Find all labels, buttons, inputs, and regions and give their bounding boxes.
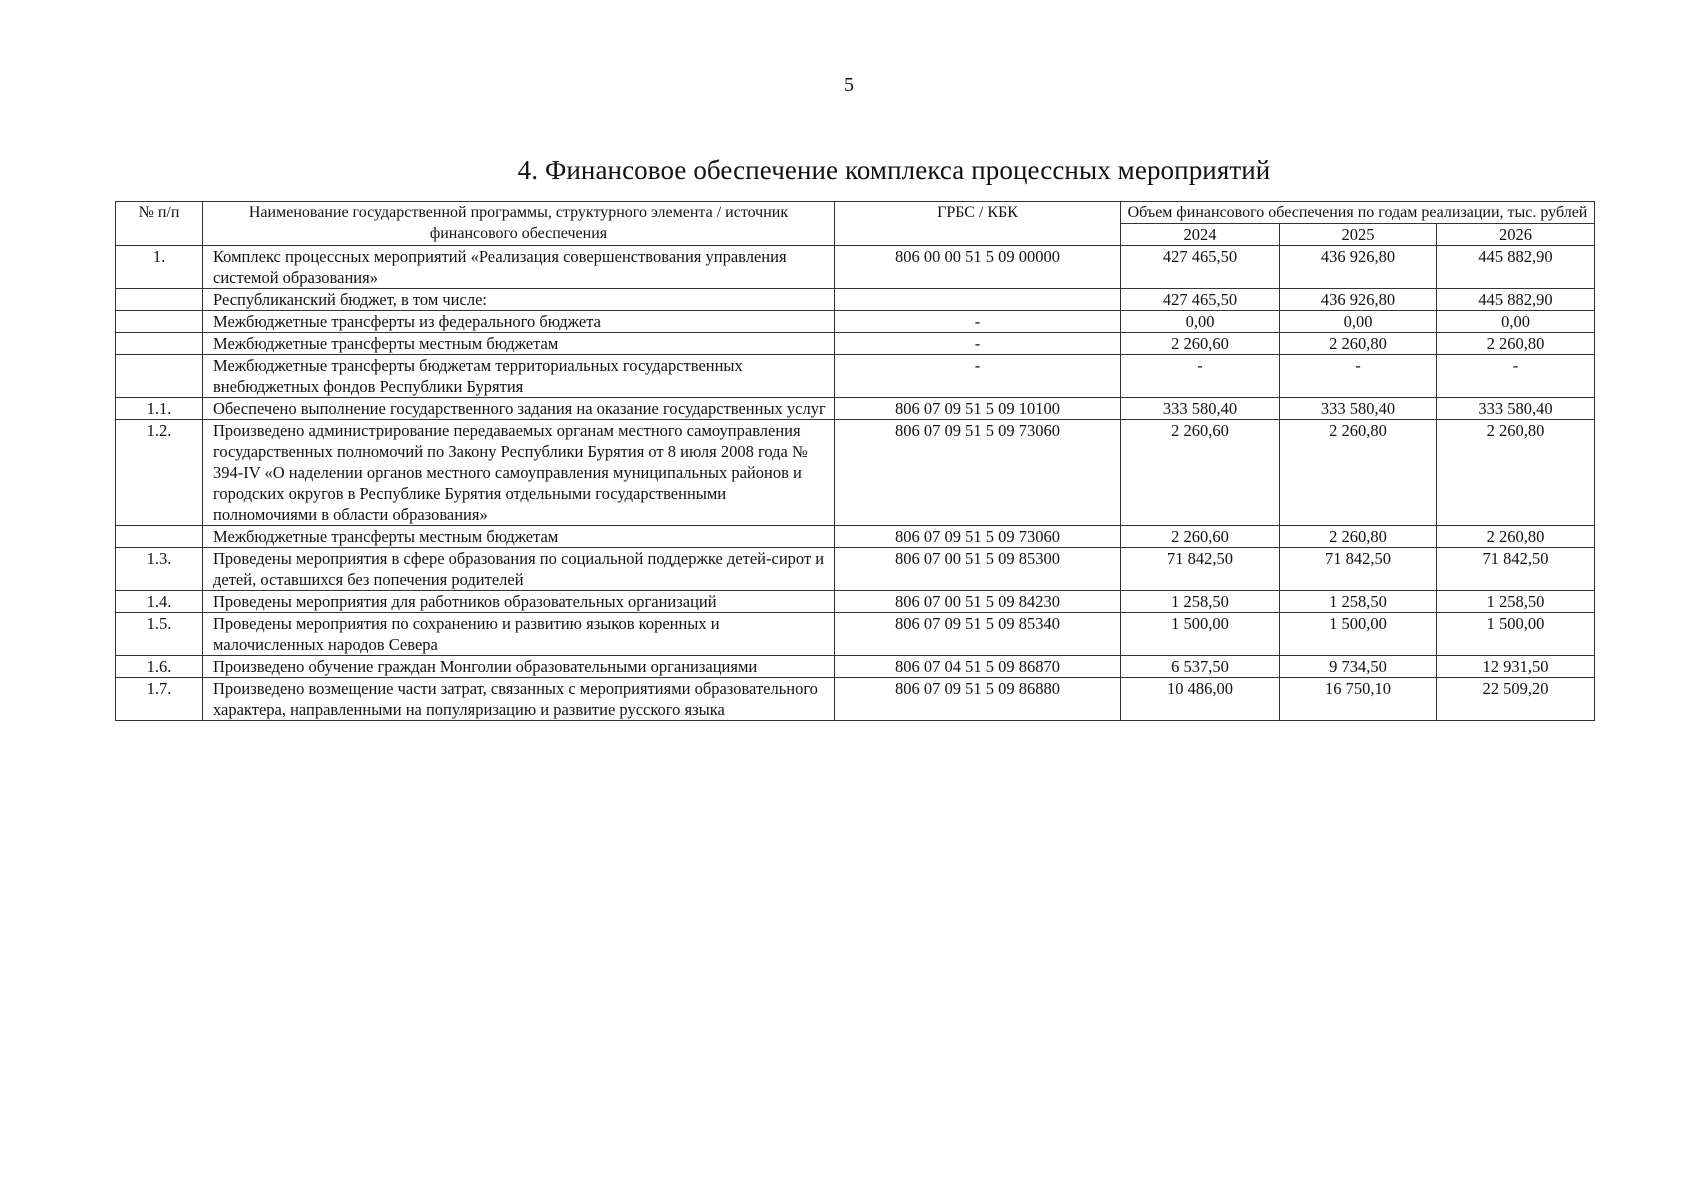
- row-num: 1.6.: [116, 656, 203, 678]
- row-value-2026: 2 260,80: [1437, 526, 1595, 548]
- row-code: 806 07 09 51 5 09 73060: [835, 526, 1121, 548]
- row-name: Проведены мероприятия по сохранению и развитию языков коренных и малочисленных народов Севера: [203, 613, 835, 656]
- row-code: 806 07 00 51 5 09 85300: [835, 548, 1121, 591]
- row-name: Произведено администрирование передаваемых органам местного самоуправления государственных полномочий по Закону Республики Бурятия от 8 июля 2008 года № 394-IV «О наделении органов местного самоуправления муниципальных районов и городских округов в Республике Бурятия отдельными государственными полномочиями в области образования»: [203, 420, 835, 526]
- header-year-2024: 2024: [1121, 224, 1280, 246]
- row-value-2025: 16 750,10: [1280, 678, 1437, 721]
- row-code: 806 07 09 51 5 09 10100: [835, 398, 1121, 420]
- row-num: 1.5.: [116, 613, 203, 656]
- table-row: [116, 656, 1595, 678]
- row-code: -: [835, 355, 1121, 398]
- row-value-2026: 2 260,80: [1437, 333, 1595, 355]
- table-row: [116, 398, 1595, 420]
- row-value-2024: 2 260,60: [1121, 333, 1280, 355]
- row-value-2026: 12 931,50: [1437, 656, 1595, 678]
- row-value-2024: 2 260,60: [1121, 420, 1280, 526]
- row-name: Проведены мероприятия для работников образовательных организаций: [203, 591, 835, 613]
- row-value-2024: 2 260,60: [1121, 526, 1280, 548]
- row-num: 1.: [116, 246, 203, 289]
- row-name: Обеспечено выполнение государственного задания на оказание государственных услуг: [203, 398, 835, 420]
- row-num: [116, 526, 203, 548]
- row-value-2025: 1 258,50: [1280, 591, 1437, 613]
- row-value-2026: 333 580,40: [1437, 398, 1595, 420]
- row-code: 806 07 04 51 5 09 86870: [835, 656, 1121, 678]
- row-value-2024: 427 465,50: [1121, 246, 1280, 289]
- header-name: Наименование государственной программы, структурного элемента / источник финансового обеспечения: [203, 202, 835, 246]
- row-value-2025: 436 926,80: [1280, 289, 1437, 311]
- row-value-2024: 71 842,50: [1121, 548, 1280, 591]
- table-row: [116, 333, 1595, 355]
- row-value-2024: 1 500,00: [1121, 613, 1280, 656]
- page-title: 4. Финансовое обеспечение комплекса процессных мероприятий: [517, 155, 1271, 185]
- row-name: Проведены мероприятия в сфере образования по социальной поддержке детей-сирот и детей, оставшихся без попечения родителей: [203, 548, 835, 591]
- row-code: -: [835, 311, 1121, 333]
- row-value-2025: 2 260,80: [1280, 420, 1437, 526]
- table-row: [116, 289, 1595, 311]
- row-num: 1.3.: [116, 548, 203, 591]
- row-value-2024: 427 465,50: [1121, 289, 1280, 311]
- row-name: Межбюджетные трансферты бюджетам территориальных государственных внебюджетных фондов Республики Бурятия: [203, 355, 835, 398]
- row-name: Межбюджетные трансферты местным бюджетам: [203, 333, 835, 355]
- row-code: -: [835, 333, 1121, 355]
- row-value-2024: 6 537,50: [1121, 656, 1280, 678]
- table-row: [116, 548, 1595, 591]
- header-year-2025: 2025: [1280, 224, 1437, 246]
- row-name: Республиканский бюджет, в том числе:: [203, 289, 835, 311]
- header-code: ГРБС / КБК: [835, 202, 1121, 246]
- row-code: [835, 289, 1121, 311]
- page-number: 5: [844, 74, 854, 96]
- row-value-2025: 0,00: [1280, 311, 1437, 333]
- row-value-2025: 2 260,80: [1280, 526, 1437, 548]
- row-value-2024: 333 580,40: [1121, 398, 1280, 420]
- financing-table: [115, 201, 1595, 721]
- row-num: 1.2.: [116, 420, 203, 526]
- table-row: [116, 678, 1595, 721]
- row-value-2026: 1 258,50: [1437, 591, 1595, 613]
- row-code: 806 07 09 51 5 09 85340: [835, 613, 1121, 656]
- row-code: 806 07 00 51 5 09 84230: [835, 591, 1121, 613]
- row-value-2026: 445 882,90: [1437, 289, 1595, 311]
- row-num: 1.4.: [116, 591, 203, 613]
- row-name: Комплекс процессных мероприятий «Реализация совершенствования управления системой образования»: [203, 246, 835, 289]
- row-num: 1.1.: [116, 398, 203, 420]
- row-code: 806 07 09 51 5 09 86880: [835, 678, 1121, 721]
- row-value-2024: 1 258,50: [1121, 591, 1280, 613]
- row-value-2026: -: [1437, 355, 1595, 398]
- table-row: [116, 591, 1595, 613]
- table-header: [116, 202, 1595, 246]
- row-num: [116, 355, 203, 398]
- table-row: [116, 355, 1595, 398]
- table-row: [116, 311, 1595, 333]
- row-value-2026: 0,00: [1437, 311, 1595, 333]
- row-value-2026: 2 260,80: [1437, 420, 1595, 526]
- header-volume: Объем финансового обеспечения по годам реализации, тыс. рублей: [1121, 202, 1595, 224]
- row-value-2025: 2 260,80: [1280, 333, 1437, 355]
- row-value-2026: 1 500,00: [1437, 613, 1595, 656]
- table-row: [116, 420, 1595, 526]
- row-name: Произведено возмещение части затрат, связанных с мероприятиями образовательного характера, направленными на популяризацию и развитие русского языка: [203, 678, 835, 721]
- row-value-2025: -: [1280, 355, 1437, 398]
- row-value-2024: 10 486,00: [1121, 678, 1280, 721]
- table-row: [116, 526, 1595, 548]
- row-value-2024: 0,00: [1121, 311, 1280, 333]
- row-name: Межбюджетные трансферты из федерального бюджета: [203, 311, 835, 333]
- row-name: Произведено обучение граждан Монголии образовательными организациями: [203, 656, 835, 678]
- row-code: 806 07 09 51 5 09 73060: [835, 420, 1121, 526]
- row-code: 806 00 00 51 5 09 00000: [835, 246, 1121, 289]
- row-value-2026: 445 882,90: [1437, 246, 1595, 289]
- header-num: № п/п: [116, 202, 203, 246]
- row-value-2024: -: [1121, 355, 1280, 398]
- row-value-2025: 436 926,80: [1280, 246, 1437, 289]
- row-num: [116, 333, 203, 355]
- row-value-2026: 22 509,20: [1437, 678, 1595, 721]
- row-num: 1.7.: [116, 678, 203, 721]
- header-year-2026: 2026: [1437, 224, 1595, 246]
- row-value-2025: 1 500,00: [1280, 613, 1437, 656]
- row-name: Межбюджетные трансферты местным бюджетам: [203, 526, 835, 548]
- table-row: [116, 246, 1595, 289]
- row-num: [116, 311, 203, 333]
- row-value-2025: 71 842,50: [1280, 548, 1437, 591]
- row-value-2025: 9 734,50: [1280, 656, 1437, 678]
- row-num: [116, 289, 203, 311]
- row-value-2026: 71 842,50: [1437, 548, 1595, 591]
- row-value-2025: 333 580,40: [1280, 398, 1437, 420]
- table-row: [116, 613, 1595, 656]
- table-body: [116, 246, 1595, 721]
